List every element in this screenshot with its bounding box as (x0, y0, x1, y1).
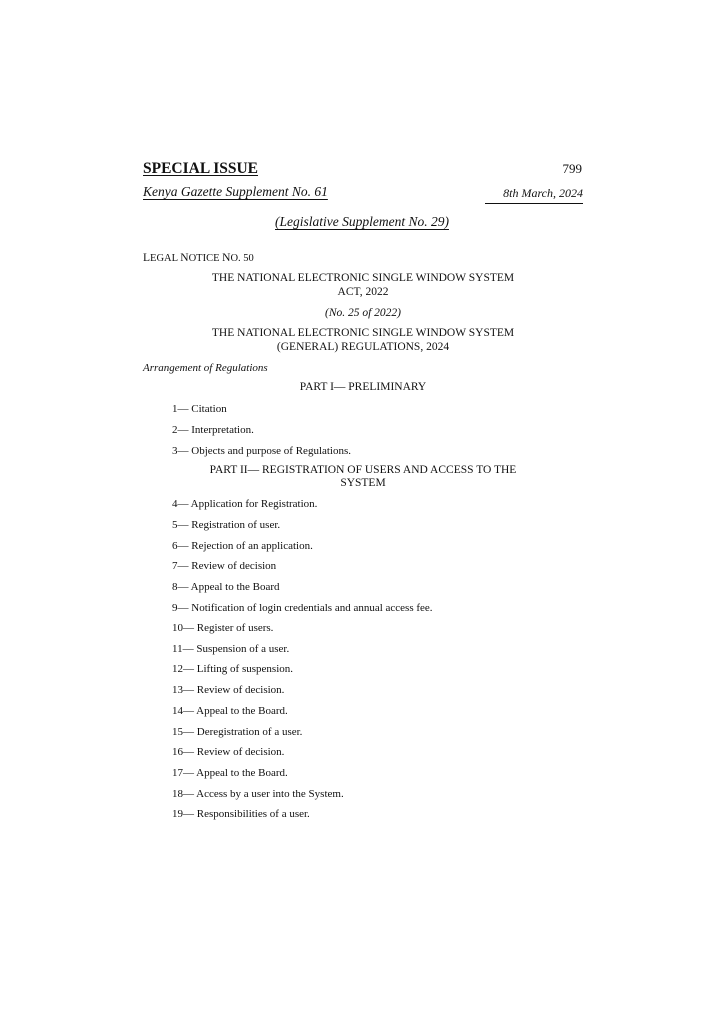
legal-notice-initial-1: L (143, 252, 151, 264)
list-item: 11— Suspension of a user. (172, 643, 290, 655)
legislative-supplement-text: (Legislative Supplement No. 29) (275, 214, 449, 229)
issue-date: 8th March, 2024 (485, 186, 583, 204)
legislative-supplement (0, 214, 724, 230)
list-item: 18— Access by a user into the System. (172, 788, 344, 800)
act-title (143, 272, 583, 299)
legal-notice-initial-3: N (222, 252, 231, 264)
list-item: 10— Register of users. (172, 622, 274, 634)
legal-notice-rest-1: EGAL (150, 253, 181, 264)
special-issue-heading: SPECIAL ISSUE (143, 160, 259, 177)
regulations-title-line-2: (GENERAL) REGULATIONS, 2024 (276, 340, 450, 353)
list-item: 13— Review of decision. (172, 684, 285, 696)
act-title-line-1: THE NATIONAL ELECTRONIC SINGLE WINDOW SYSTEM (211, 272, 515, 284)
act-number: (No. 25 of 2022) (324, 307, 402, 319)
part-two-heading-line-1: PART II— REGISTRATION OF USERS AND ACCESS TO THE (209, 464, 517, 476)
regulations-title (143, 327, 583, 354)
act-title-line-2: ACT, 2022 (337, 285, 389, 298)
regulations-title-line-1: THE NATIONAL ELECTRONIC SINGLE WINDOW SYSTEM (211, 327, 515, 339)
legal-notice-rest-2: OTICE (188, 253, 223, 264)
list-item: 3— Objects and purpose of Regulations. (172, 445, 352, 457)
part-two-heading (143, 464, 583, 489)
list-item: 8— Appeal to the Board (172, 581, 280, 593)
list-item: 1— Citation (172, 403, 227, 415)
page-number: 799 (562, 161, 582, 176)
part-one-heading: PART I— PRELIMINARY (299, 381, 427, 393)
arrangement-heading: Arrangement of Regulations (143, 362, 268, 374)
legal-notice-initial-2: N (180, 252, 189, 264)
legal-notice-number (143, 252, 254, 264)
list-item: 2— Interpretation. (172, 424, 254, 436)
list-item: 7— Review of decision (172, 560, 277, 572)
list-item: 6— Rejection of an application. (172, 540, 313, 552)
legal-notice-rest-3: O. 50 (230, 253, 254, 264)
list-item: 4— Application for Registration. (172, 498, 318, 510)
list-item: 12— Lifting of suspension. (172, 663, 293, 675)
list-item: 14— Appeal to the Board. (172, 705, 288, 717)
list-item: 19— Responsibilities of a user. (172, 808, 310, 820)
supplement-title: Kenya Gazette Supplement No. 61 (143, 184, 328, 199)
list-item: 16— Review of decision. (172, 746, 285, 758)
list-item: 15— Deregistration of a user. (172, 726, 303, 738)
list-item: 5— Registration of user. (172, 519, 281, 531)
list-item: 17— Appeal to the Board. (172, 767, 288, 779)
part-two-heading-line-2: SYSTEM (340, 476, 386, 489)
list-item: 9— Notification of login credentials and annual access fee. (172, 602, 433, 614)
